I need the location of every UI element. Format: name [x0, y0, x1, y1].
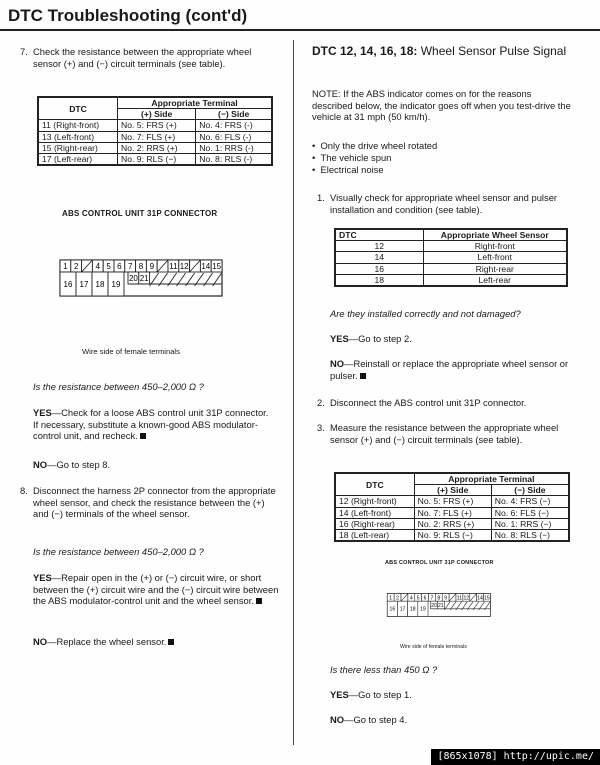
step-8-number: 8. — [20, 485, 28, 496]
list-item: • Electrical noise — [312, 163, 384, 175]
end-mark-icon — [256, 598, 262, 604]
question-2-right: Is there less than 450 Ω ? — [330, 664, 438, 675]
connector-pins-left — [60, 260, 222, 296]
question-2-left: Is the resistance between 450–2,000 Ω ? — [33, 546, 204, 557]
table-row — [335, 274, 567, 286]
connector-pin-label: 5 — [416, 595, 420, 602]
connector-pin-label: 14 — [477, 595, 483, 602]
yes-label: YES — [33, 407, 52, 418]
connector-pin-label: 12 — [463, 595, 470, 602]
note-text: NOTE: If the ABS indicator comes on for the reasons described below, the indicator goes off when you test-drive the vehicle at 31 mph (50 km/h). — [312, 88, 571, 123]
section-title-right — [312, 45, 572, 59]
connector-pin-label: 19 — [420, 606, 426, 613]
connector-pin-label: 4 — [409, 595, 413, 602]
cell-dtc: 16 — [335, 263, 423, 274]
cell-plus: No. 7: FLS (+) — [118, 131, 196, 142]
table-header-terminal: Appropriate Terminal — [118, 97, 272, 109]
connector-pin-label: 7 — [430, 595, 434, 602]
wire-caption-right: Wire side of female terminals — [400, 644, 467, 650]
column-divider — [293, 40, 294, 745]
connector-pin-label: 1 — [63, 262, 68, 271]
end-mark-icon — [168, 639, 174, 645]
connector-pin-label: 6 — [117, 262, 122, 271]
watermark-footer: [865x1078] http://upic.me/ — [431, 749, 600, 765]
no-1-right — [330, 358, 572, 381]
yes-text: —Go to step 1. — [348, 689, 412, 700]
table-row — [335, 518, 569, 529]
section-title-bold: DTC 12, 14, 16, 18: — [312, 44, 418, 58]
table-header-plus: (+) Side — [414, 485, 491, 496]
connector-pin-label: 8 — [138, 262, 144, 271]
cell-sensor: Left-front — [423, 252, 567, 263]
no-2-left — [33, 636, 273, 648]
cell-minus: No. 8: RLS (−) — [491, 530, 569, 542]
connector-pin-label: 15 — [212, 262, 222, 271]
yes-label: YES — [330, 333, 349, 344]
cell-dtc: 12 (Right-front) — [335, 496, 414, 507]
cell-sensor: Left-rear — [423, 274, 567, 286]
page-title: DTC Troubleshooting (cont'd) — [8, 6, 248, 25]
step-1-number: 1. — [317, 192, 325, 203]
table-header-terminal: Appropriate Terminal — [414, 473, 569, 485]
no-label: NO — [330, 714, 345, 725]
connector-pin-label: 2 — [73, 262, 79, 271]
connector-pin-label: 18 — [95, 280, 105, 289]
cell-plus: No. 5: FRS (+) — [414, 496, 491, 507]
connector-title-left: ABS CONTROL UNIT 31P CONNECTOR — [62, 209, 218, 218]
no-text: —Reinstall or replace the appropriate wheel sensor or pulser. — [330, 358, 569, 381]
cell-minus: No. 4: FRS (−) — [491, 496, 569, 507]
connector-pin-label: 20 — [431, 602, 437, 609]
connector-pin-label: 16 — [389, 606, 396, 613]
connector-pin-label: 9 — [149, 262, 155, 271]
yes-label: YES — [330, 689, 349, 700]
connector-pin-label: 19 — [111, 280, 121, 289]
bullet-list — [312, 140, 437, 175]
no-label: NO — [330, 358, 345, 369]
connector-pin-label: 7 — [127, 262, 133, 271]
cell-minus: No. 6: FLS (-) — [196, 131, 272, 142]
cell-sensor: Right-rear — [423, 263, 567, 274]
cell-plus: No. 9: RLS (−) — [118, 154, 196, 166]
table-row — [335, 241, 567, 252]
connector-pin-label: 17 — [399, 606, 406, 613]
connector-diagram-left — [58, 258, 234, 298]
step-1-text: Visually check for appropriate wheel sensor and pulser installation and condition (see table). — [330, 192, 558, 215]
step-7-text: Check the resistance between the appropriate wheel sensor (+) and (−) circuit terminals (see table). — [33, 46, 252, 69]
table-row — [335, 530, 569, 542]
cell-minus: No. 8: RLS (-) — [196, 154, 272, 166]
yes-text: —Go to step 2. — [348, 333, 412, 344]
end-mark-icon — [140, 433, 146, 439]
connector-pin-label: 18 — [409, 606, 416, 613]
cell-dtc: 17 (Left-rear) — [38, 154, 118, 166]
cell-dtc: 12 — [335, 241, 423, 252]
terminal-table-left — [37, 96, 273, 166]
yes-2-right — [330, 689, 572, 701]
yes-1-left — [33, 407, 273, 442]
cell-minus: No. 6: FLS (−) — [491, 507, 569, 518]
cell-dtc: 18 — [335, 274, 423, 286]
connector-pin-label: 20 — [128, 274, 138, 283]
step-2-number: 2. — [317, 397, 325, 408]
connector-diagram-right — [386, 592, 498, 618]
cell-plus: No. 7: FLS (+) — [414, 507, 491, 518]
no-1-left — [33, 459, 273, 471]
table-row — [38, 120, 272, 131]
yes-label: YES — [33, 572, 52, 583]
table-row — [38, 154, 272, 166]
cell-dtc: 18 (Left-rear) — [335, 530, 414, 542]
table-header-dtc: DTC — [335, 473, 414, 496]
connector-pin-label: 6 — [423, 595, 427, 602]
page-header — [0, 0, 600, 30]
yes-text: —Repair open in the (+) or (−) circuit wire, or short between the (+) circuit wire and the (−) circuit wire between the ABS modulator-control unit and the wheel sensor. — [33, 572, 279, 607]
cell-plus: No. 2: RRS (+) — [118, 142, 196, 153]
table-header-dtc: DTC — [38, 97, 118, 120]
cell-dtc: 16 (Right-rear) — [335, 518, 414, 529]
list-item: • Only the drive wheel rotated — [312, 140, 438, 151]
connector-pin-label: 17 — [79, 280, 89, 289]
end-mark-icon — [360, 373, 366, 379]
no-label: NO — [33, 459, 48, 470]
connector-pin-label: 2 — [396, 595, 399, 602]
table-header-minus: (−) Side — [491, 485, 569, 496]
step-2-text: Disconnect the ABS control unit 31P connector. — [330, 397, 527, 408]
connector-pin-label: 11 — [456, 595, 463, 602]
question-1-left: Is the resistance between 450–2,000 Ω ? — [33, 381, 204, 392]
connector-pin-label: 12 — [179, 262, 189, 271]
step-3-number: 3. — [317, 422, 325, 433]
no-2-right — [330, 714, 572, 726]
connector-title-right: ABS CONTROL UNIT 31P CONNECTOR — [385, 560, 494, 566]
cell-minus: No. 1: RRS (-) — [196, 142, 272, 153]
connector-pin-label: 9 — [444, 595, 448, 602]
connector-pin-label: 21 — [438, 602, 444, 609]
table-header-dtc: DTC — [335, 229, 423, 241]
no-text: —Go to step 8. — [47, 459, 111, 470]
connector-pin-label: 14 — [201, 262, 211, 271]
no-text: —Go to step 4. — [344, 714, 408, 725]
sensor-table — [334, 228, 568, 287]
table-header-sensor: Appropriate Wheel Sensor — [423, 229, 567, 241]
cell-dtc: 14 (Left-front) — [335, 507, 414, 518]
header-rule — [0, 29, 600, 31]
connector-pin-label: 4 — [95, 262, 101, 271]
step-3-text: Measure the resistance between the appropriate wheel sensor (+) and (−) circuit terminals (see table). — [330, 422, 559, 445]
terminal-table-right — [334, 472, 570, 542]
connector-pin-label: 16 — [63, 280, 73, 289]
cell-minus: No. 1: RRS (−) — [491, 518, 569, 529]
connector-pin-label: 15 — [484, 595, 490, 602]
cell-sensor: Right-front — [423, 241, 567, 252]
connector-pin-label: 8 — [437, 595, 441, 602]
cell-plus: No. 9: RLS (−) — [414, 530, 491, 542]
table-header-plus: (+) Side — [118, 109, 196, 120]
table-row — [335, 263, 567, 274]
table-row — [38, 142, 272, 153]
yes-text: —Check for a loose ABS control unit 31P connector. If necessary, substitute a known-good ABS modulator-control unit, and recheck. — [33, 407, 269, 442]
wire-caption-left: Wire side of female terminals — [82, 347, 180, 356]
connector-pin-label: 5 — [106, 262, 111, 271]
yes-1-right — [330, 333, 572, 345]
question-1-right: Are they installed correctly and not damaged? — [330, 308, 521, 319]
cell-dtc: 13 (Left-front) — [38, 131, 118, 142]
no-label: NO — [33, 636, 48, 647]
connector-pin-label: 11 — [169, 262, 178, 271]
yes-2-left — [33, 572, 279, 607]
table-row — [335, 507, 569, 518]
cell-dtc: 14 — [335, 252, 423, 263]
list-item: • The vehicle spun — [312, 151, 392, 163]
step-8-text: Disconnect the harness 2P connector from the appropriate wheel sensor, and check the resistance between the (+) and (−) terminals of the wheel sensor. — [33, 485, 276, 520]
cell-dtc: 15 (Right-rear) — [38, 142, 118, 153]
connector-pin-label: 1 — [389, 595, 393, 602]
step-7-number: 7. — [20, 46, 28, 57]
table-row — [335, 496, 569, 507]
cell-dtc: 11 (Right-front) — [38, 120, 118, 131]
table-row — [335, 252, 567, 263]
connector-pins-right — [387, 594, 490, 617]
connector-pin-label: 21 — [139, 274, 149, 283]
cell-minus: No. 4: FRS (-) — [196, 120, 272, 131]
table-row — [38, 131, 272, 142]
section-title-rest: Wheel Sensor Pulse Signal — [417, 44, 567, 58]
table-header-minus: (−) Side — [196, 109, 272, 120]
cell-plus: No. 2: RRS (+) — [414, 518, 491, 529]
cell-plus: No. 5: FRS (+) — [118, 120, 196, 131]
no-text: —Replace the wheel sensor. — [47, 636, 167, 647]
